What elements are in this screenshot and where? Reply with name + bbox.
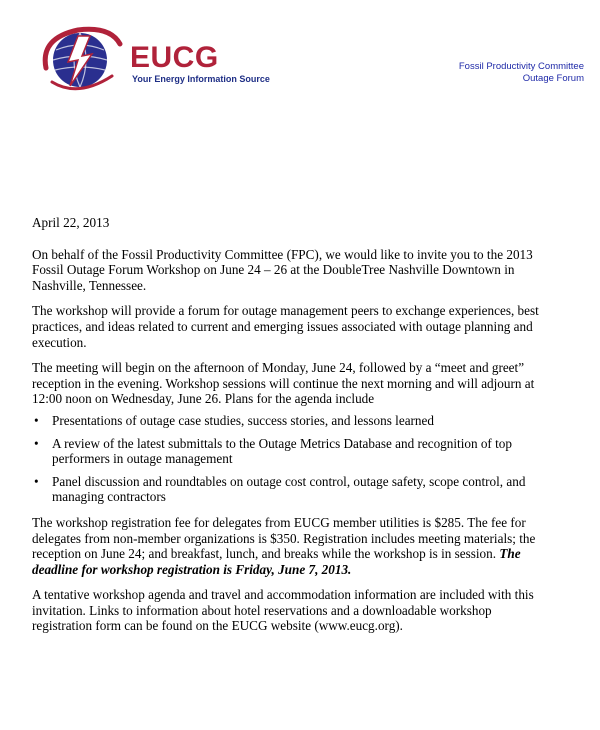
paragraph-purpose: The workshop will provide a forum for outage management peers to exchange experiences, best practices, and ideas related to current and emerging issues associated with outage planning and execution. (32, 303, 539, 350)
forum-name: Outage Forum (522, 73, 584, 84)
committee-name: Fossil Productivity Committee (458, 61, 584, 72)
list-item (32, 436, 552, 467)
list-item (32, 413, 552, 429)
list-item-text: Presentations of outage case studies, success stories, and lessons learned (52, 412, 434, 428)
paragraph-registration (32, 515, 552, 577)
list-item (32, 474, 552, 505)
list-item-text: A review of the latest submittals to the Outage Metrics Database and recognition of top performers in outage management (52, 435, 512, 467)
bullet-icon: • (34, 435, 39, 451)
bullet-icon: • (34, 473, 39, 489)
committee-heading (459, 61, 584, 85)
paragraph-closing: A tentative workshop agenda and travel and accommodation information are included with this invitation. Links to information about hotel reservations and a downloadable workshop registration form can be found on the EUCG website (www.eucg.org). (32, 587, 534, 634)
logo-wordmark: EUCG (130, 41, 219, 74)
logo-tagline: Your Energy Information Source (132, 74, 270, 84)
bullet-icon: • (34, 412, 39, 428)
letter-body (32, 215, 552, 644)
registration-fee-text: The workshop registration fee for delegates from EUCG member utilities is $285. The fee for delegates from non-member organizations is $350. Registration includes meeting materials; the reception on June 24; and breakfast, lunch, and breaks while the workshop is in session. (32, 514, 536, 562)
eucg-logo (38, 24, 268, 96)
paragraph-invitation: On behalf of the Fossil Productivity Committee (FPC), we would like to invite you to the 2013 Fossil Outage Forum Workshop on June 24 – 26 at the DoubleTree Nashville Downtown in Nashville, Tennessee. (32, 246, 533, 293)
letter-date: April 22, 2013 (32, 215, 110, 230)
list-item-text: Panel discussion and roundtables on outage cost control, outage safety, scope control, and managing contractors (52, 473, 526, 505)
paragraph-schedule: The meeting will begin on the afternoon of Monday, June 24, followed by a “meet and greet” reception in the evening. Workshop sessions will continue the next morning and will adjourn at 12:00 noon on Wednesday, June 26. Plans for the agenda include (32, 360, 535, 407)
registration-deadline: The deadline for workshop registration is Friday, June 7, 2013. (32, 546, 521, 577)
agenda-list (32, 413, 552, 505)
globe-lightning-icon (38, 24, 130, 96)
